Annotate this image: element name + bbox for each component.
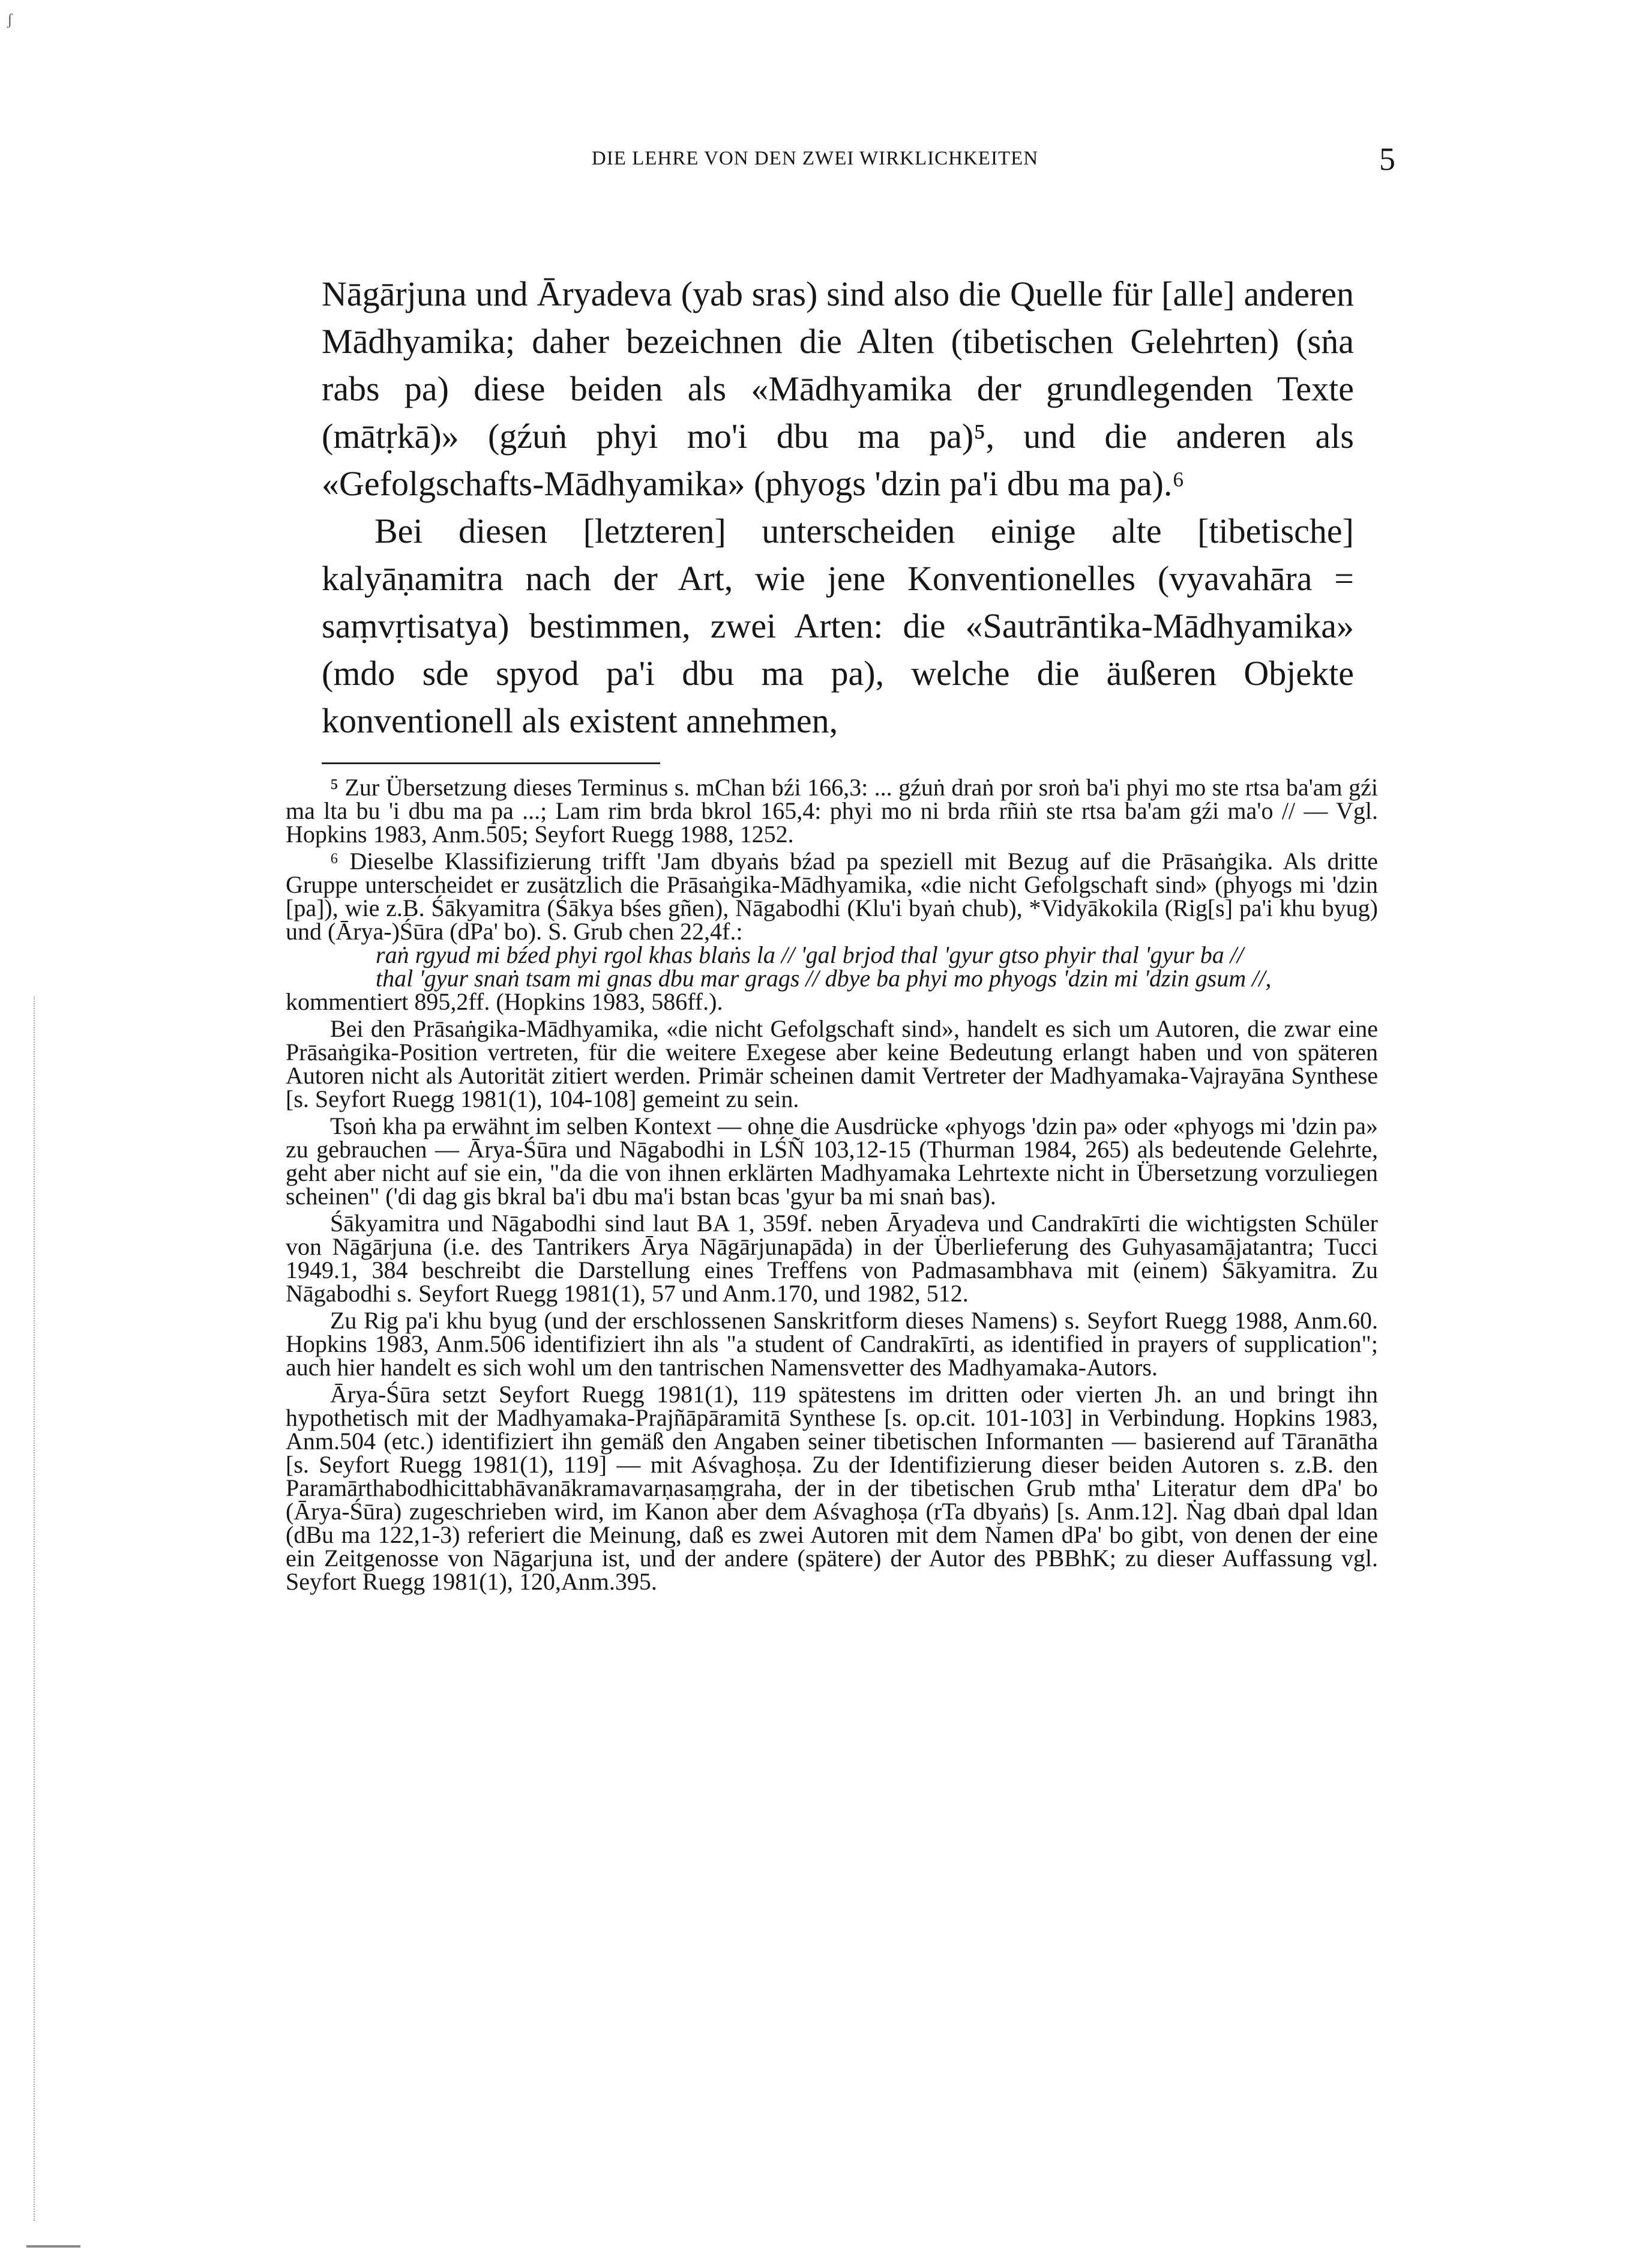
running-head: DIE LEHRE VON DEN ZWEI WIRKLICHKEITEN (591, 148, 1039, 169)
footnotes (286, 776, 1378, 1593)
footnote-6-paragraph: Ārya-Śūra setzt Seyfort Ruegg 1981(1), 119 spätestens im dritten oder vierten Jh. an und bringt ihn hypothetisch mit der Madhyamaka-Prajñāpāramitā Synthese [s. op.cit. 101-103] in Verbindung. Hopkins 1983, Anm.504 (etc.) identifiziert ihn gemäß den Angaben seiner tibetischen Informanten — basierend auf Tāranātha [s. Seyfort Ruegg 1981(1), 119] — mit Aśvaghoṣa. Zu der Identifizierung dieser beiden Autoren s. z.B. den Paramārthabodhicittabhāvanākramavarṇasaṃgraha, der in der tibetischen Grub mtha' Literatur dem dPa' bo (Ārya-Śūra) zugeschrieben wird, im Kanon aber dem Aśvaghoṣa (rTa dbyaṅs) [s. Anm.12]. Ṅag dbaṅ dpal ldan (dBu ma 122,1-3) referiert die Meinung, daß es zwei Autoren mit dem Namen dPa' bo gibt, von denen der eine ein Zeitgenosse von Nāgarjuna ist, und der andere (spätere) der Autor des PBBhK; zu dieser Auffassung vgl. Seyfort Ruegg 1981(1), 120,Anm.395. (286, 1381, 1378, 1595)
footnote-separator (322, 762, 660, 764)
main-paragraph: Bei diesen [letzteren] unterscheiden einige alte [tibetische] kalyāṇamitra nach der Art, wie jene Konventionelles (vyavahāra = saṃvṛtisatya) bestimmen, zwei Arten: die «Sautrāntika-Mādhyamika» (mdo sde spyod pa'i dbu ma pa), welche die äußeren Objekte konventionell als existent annehmen, (322, 511, 1354, 740)
footnote-6-paragraph: Zu Rig pa'i khu byug (und der erschlossenen Sanskritform dieses Namens) s. Seyfort Ruegg 1988, Anm.60. Hopkins 1983, Anm.506 identifiziert ihn als "a student of Candrakīrti, as identified in prayers of supplication"; auch hier handelt es sich wohl um den tantrischen Namensvetter des Madhyamaka-Autors. (286, 1307, 1378, 1381)
footnote-5: ⁵ Zur Übersetzung dieses Terminus s. mChan bźi 166,3: ... gźuṅ draṅ por sroṅ ba'i phyi mo ste rtsa ba'am gźi ma lta bu 'i dbu ma pa ...; Lam rim brda bkrol 165,4: phyi mo ni brda rñiṅ ste rtsa ba'am gźi ma'o // — Vgl. Hopkins 1983, Anm.505; Seyfort Ruegg 1988, 1252. (286, 774, 1378, 848)
footnote-6: ⁶ Dieselbe Klassifizierung trifft 'Jam dbyaṅs bźad pa speziell mit Bezug auf die Prāsaṅgika. Als dritte Gruppe unterscheidet er zusätzlich die Prāsaṅgika-Mādhyamika, «die nicht Gefolgschaft sind» (phyogs mi 'dzin [pa]), wie z.B. Śākyamitra (Śākya bśes gñen), Nāgabodhi (Klu'i byaṅ chub), *Vidyākokila (Rig[s] pa'i khu byug) und (Ārya-)Śūra (dPa' bo). S. Grub chen 22,4f.: (286, 848, 1378, 945)
main-text (322, 270, 1354, 744)
footnote-6-paragraph: Śākyamitra und Nāgabodhi sind laut BA 1, 359f. neben Āryadeva und Candrakīrti die wichtigsten Schüler von Nāgārjuna (i.e. des Tantrikers Ārya Nāgārjunapāda) in der Überlieferung des Guhyasamājatantra; Tucci 1949.1, 384 beschreibt die Darstellung eines Treffens von Padmasambhava mit (einem) Śākyamitra. Zu Nāgabodhi s. Seyfort Ruegg 1981(1), 57 und Anm.170, und 1982, 512. (286, 1210, 1378, 1307)
page-number: 5 (1379, 141, 1395, 177)
scan-margin-mark: ʃ (7, 11, 13, 28)
main-paragraph: Nāgārjuna und Āryadeva (yab sras) sind also die Quelle für [alle] anderen Mādhyamika; daher bezeichnen die Alten (tibetischen Gelehrten) (sṅa rabs pa) diese beiden als «Mādhyamika der grundlegenden Texte (mātṛkā)» (gźuṅ phyi mo'i dbu ma pa)⁵, und die anderen als «Gefolgschafts-Mādhyamika» (phyogs 'dzin pa'i dbu ma pa).⁶ (322, 274, 1354, 503)
scan-edge-line (34, 997, 35, 2221)
footnote-6-continuation: kommentiert 895,2ff. (Hopkins 1983, 586ff.). (286, 988, 723, 1015)
footnote-6-paragraph: Tsoṅ kha pa erwähnt im selben Kontext — ohne die Ausdrücke «phyogs 'dzin pa» oder «phyogs mi 'dzin pa» zu gebrauchen — Ārya-Śūra und Nāgabodhi in LŚÑ 103,12-15 (Thurman 1984, 265) als bedeutende Gelehrte, geht aber nicht auf sie ein, "da die von ihnen erklärten Madhyamaka Lehrtexte nicht in Übersetzung vorzuliegen scheinen" ('di dag gis bkral ba'i dbu ma'i bstan bcas 'gyur ba mi snaṅ bas). (286, 1112, 1378, 1210)
footnote-6-quote-line: thal 'gyur snaṅ tsam mi gnas dbu mar grags // dbye ba phyi mo phyogs 'dzin mi 'dzin gsum //, (376, 965, 1272, 992)
scan-edge-mark (26, 2245, 80, 2248)
footnote-6-paragraph: Bei den Prāsaṅgika-Mādhyamika, «die nicht Gefolgschaft sind», handelt es sich um Autoren, die zwar eine Prāsaṅgika-Position vertreten, für die weitere Exegese aber keine Bedeutung erlangt haben und von späteren Autoren nicht als Autorität zitiert werden. Primär scheinen damit Vertreter der Madhyamaka-Vajrayāna Synthese [s. Seyfort Ruegg 1981(1), 104-108] gemeint zu sein. (286, 1015, 1378, 1112)
footnote-6-quote-line: raṅ rgyud mi bźed phyi rgol khas blaṅs la // 'gal brjod thal 'gyur gtso phyir thal 'gyur ba // (376, 941, 1244, 968)
